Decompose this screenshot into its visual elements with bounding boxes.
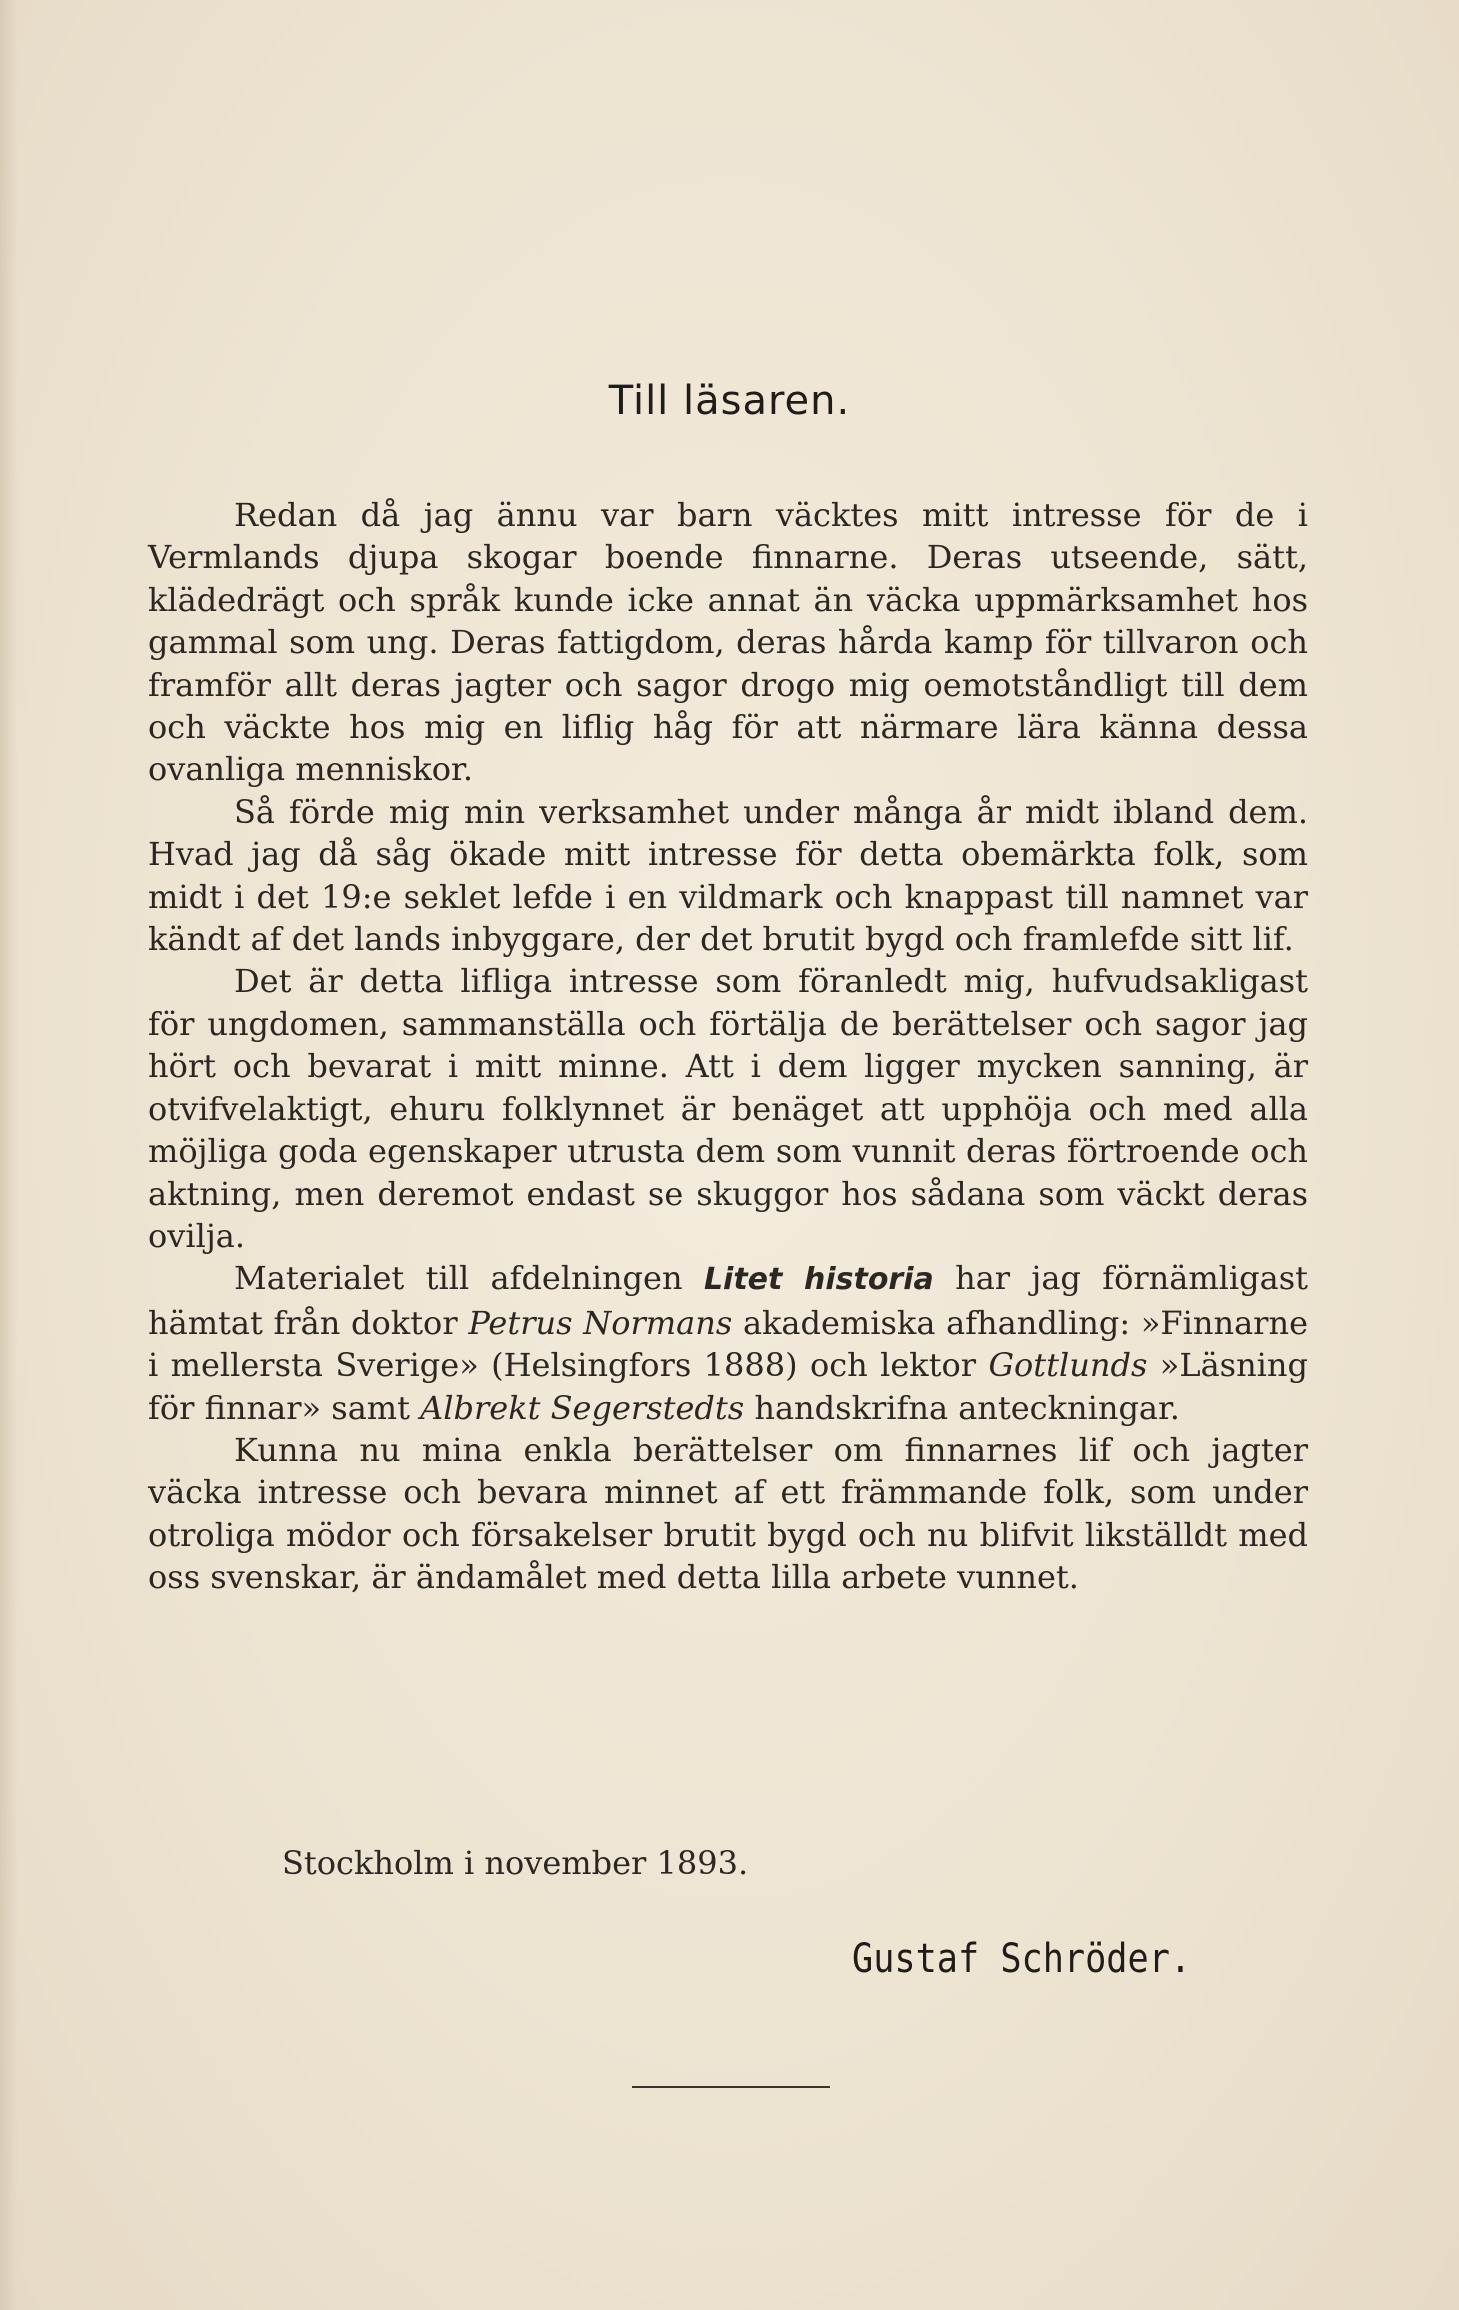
paragraph-4-text: akademiska afhandling: »Finnarne i mellersta Sverige» (Helsingfors 1888) och lektor bbox=[148, 1303, 1309, 1385]
end-rule-divider bbox=[632, 2086, 830, 2088]
page-edge-shadow bbox=[0, 0, 18, 2310]
author-name-petrus-norman: Petrus Normans bbox=[468, 1303, 733, 1342]
paragraph-1: Redan då jag ännu var barn väcktes mitt intresse för de i Vermlands djupa skogar boende finnarne. Deras utseende, sätt, klädedrägt och språk kunde icke annat än väcka uppmärksamhet hos gammal som ung. Deras fattigdom, deras hårda kamp för tillvaron och framför allt deras jagter och sagor drogo mig oemotståndligt till dem och väckte hos mig en liflig håg för att närmare lära känna dessa ovanliga menniskor. bbox=[148, 496, 1308, 789]
preface-body bbox=[148, 494, 1308, 1599]
paragraph-5: Kunna nu mina enkla berättelser om finnarnes lif och jagter väcka intresse och bevara minnet af ett främmande folk, som under otroliga mödor och försakelser brutit bygd och nu blifvit likställdt med oss svenskar, är ändamålet med detta lilla arbete vunnet. bbox=[148, 1430, 1308, 1597]
page-title: Till läsaren. bbox=[608, 378, 851, 424]
paragraph-2: Så förde mig min verksamhet under många år midt ibland dem. Hvad jag då såg ökade mitt intresse för detta obemärkta folk, som midt i det 19:e seklet lefde i en vildmark och knappast till namnet var kändt af det lands inbyggare, der det brutit bygd och framlefde sitt lif. bbox=[148, 792, 1308, 959]
place-and-date: Stockholm i november 1893. bbox=[282, 1844, 749, 1882]
paragraph-4-text: har jag förnämligast hämtat från doktor bbox=[148, 1259, 1308, 1342]
paragraph-4-text: »Läsning för finnar» samt bbox=[148, 1346, 1309, 1427]
author-signature: Gustaf Schröder. bbox=[852, 1936, 1192, 1982]
author-name-segerstedt: Albrekt Segerstedts bbox=[420, 1388, 745, 1427]
paragraph-4 bbox=[148, 1257, 1308, 1429]
section-title-litet-historia: Litet historia bbox=[703, 1262, 934, 1298]
author-name-gottlund: Gottlunds bbox=[988, 1346, 1148, 1385]
paragraph-4-text: Materialet till afdelningen bbox=[234, 1259, 704, 1298]
paragraph-4-text: handskrifna anteckningar. bbox=[744, 1388, 1180, 1427]
paragraph-3: Det är detta lifliga intresse som föranledt mig, hufvudsakligast för ungdomen, sammanställa och förtälja de berättelser och sagor jag hört och bevarat i mitt minne. Att i dem ligger mycken sanning, är otvifvelaktigt, ehuru folklynnet är benäget att upphöja och med alla möjliga goda egenskaper utrusta dem som vunnit deras förtroende och aktning, men deremot endast se skuggor hos sådana som väckt deras ovilja. bbox=[148, 962, 1308, 1255]
